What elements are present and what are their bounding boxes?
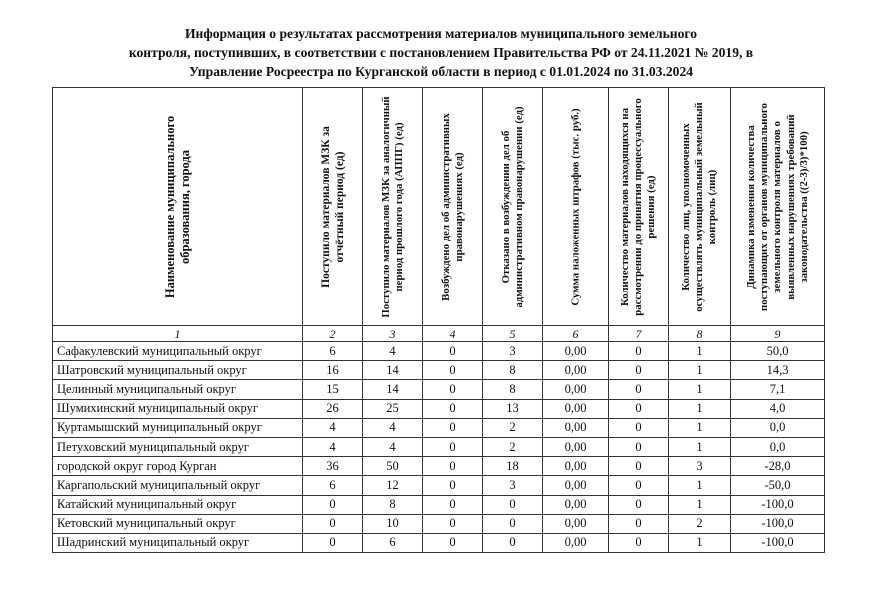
table-cell: 0 [423, 437, 483, 456]
column-number: 9 [731, 326, 825, 342]
table-cell: 0 [423, 361, 483, 380]
table-cell: 2 [483, 437, 543, 456]
table-cell: 4 [363, 342, 423, 361]
table-cell: 0 [423, 476, 483, 495]
table-cell: 8 [483, 361, 543, 380]
municipality-name: Куртамышский муниципальный округ [53, 418, 303, 437]
table-row [53, 495, 825, 514]
table-row [53, 342, 825, 361]
table-cell: 0 [483, 514, 543, 533]
table-cell: 0 [609, 380, 669, 399]
table-cell: 6 [303, 342, 363, 361]
table-cell: 4 [303, 437, 363, 456]
table-cell: 14 [363, 361, 423, 380]
table-cell: 14 [363, 380, 423, 399]
table-cell: 8 [483, 380, 543, 399]
header-cell-received: Поступило материалов МЗК за отчётный период (ед) [303, 88, 363, 326]
table-cell: 36 [303, 457, 363, 476]
table-cell: 0,00 [543, 495, 609, 514]
table-row [53, 437, 825, 456]
table-cell: 0,00 [543, 476, 609, 495]
table-cell: 26 [303, 399, 363, 418]
table-cell: 0,00 [543, 533, 609, 552]
table-cell: 0 [303, 533, 363, 552]
table-cell: 0,00 [543, 457, 609, 476]
table-cell: 1 [669, 495, 731, 514]
table-cell: 3 [483, 476, 543, 495]
table-row [53, 476, 825, 495]
document-title [0, 24, 882, 81]
table-cell: 0 [609, 495, 669, 514]
table-cell: 0,0 [731, 418, 825, 437]
table-cell: 0 [423, 514, 483, 533]
table-cell: 0 [609, 418, 669, 437]
table-cell: 0 [423, 418, 483, 437]
table-cell: 1 [669, 418, 731, 437]
table-cell: 0 [423, 380, 483, 399]
table-row [53, 457, 825, 476]
table-cell: -28,0 [731, 457, 825, 476]
table-cell: 16 [303, 361, 363, 380]
municipality-name: Шумихинский муниципальный округ [53, 399, 303, 418]
table-cell: 3 [483, 342, 543, 361]
municipality-name: Шадринский муниципальный округ [53, 533, 303, 552]
table-cell: 0 [303, 514, 363, 533]
title-line-3: Управление Росреестра по Курганской области в период с 01.01.2024 по 31.03.2024 [188, 64, 694, 79]
table-cell: 7,1 [731, 380, 825, 399]
table-cell: 0 [609, 514, 669, 533]
table-cell: 6 [363, 533, 423, 552]
table-cell: 14,3 [731, 361, 825, 380]
table-cell: 13 [483, 399, 543, 418]
table-cell: 8 [363, 495, 423, 514]
header-cell-name: Наименование муниципального образования, города [53, 88, 303, 326]
table-cell: 0 [483, 533, 543, 552]
municipality-name: городской округ город Курган [53, 457, 303, 476]
title-line-2: контроля, поступивших, в соответствии с постановлением Правительства РФ от 24.11.2021 № 2019, в [128, 45, 754, 60]
table-cell: 0 [609, 399, 669, 418]
table-cell: 0 [423, 399, 483, 418]
table-cell: 0 [423, 495, 483, 514]
municipality-name: Каргапольский муниципальный округ [53, 476, 303, 495]
table-cell: 4 [363, 437, 423, 456]
column-number: 3 [363, 326, 423, 342]
header-cell-inspectors: Количество лиц, уполномоченных осуществлять муниципальный земельный контроль (лиц) [669, 88, 731, 326]
table-cell: 1 [669, 361, 731, 380]
table-cell: 0 [609, 361, 669, 380]
table-cell: 3 [669, 457, 731, 476]
table-cell: 15 [303, 380, 363, 399]
municipality-name: Целинный муниципальный округ [53, 380, 303, 399]
table-cell: -100,0 [731, 495, 825, 514]
table-cell: 0 [609, 437, 669, 456]
table-cell: 2 [669, 514, 731, 533]
column-number: 6 [543, 326, 609, 342]
table-cell: 0 [609, 457, 669, 476]
table-cell: 0 [423, 533, 483, 552]
table-cell: 25 [363, 399, 423, 418]
municipality-name: Сафакулевский муниципальный округ [53, 342, 303, 361]
header-cell-dynamics: Динамика изменения количества поступающих от органов муниципального земельного контроля материалов о выявленных нарушениях требований законодательства ((2-3)/3)*100) [731, 88, 825, 326]
table-cell: 1 [669, 533, 731, 552]
title-line-1: Информация о результатах рассмотрения материалов муниципального земельного [184, 26, 698, 41]
table-cell: 0,00 [543, 437, 609, 456]
table-cell: 1 [669, 342, 731, 361]
table-row [53, 533, 825, 552]
header-row [53, 88, 825, 326]
column-number: 7 [609, 326, 669, 342]
table-body [53, 342, 825, 553]
municipality-name: Шатровский муниципальный округ [53, 361, 303, 380]
table-row [53, 514, 825, 533]
table-cell: 0 [609, 476, 669, 495]
column-number: 4 [423, 326, 483, 342]
table-cell: 0,00 [543, 361, 609, 380]
table-cell: 0,0 [731, 437, 825, 456]
table-cell: 50 [363, 457, 423, 476]
table-row [53, 380, 825, 399]
table-cell: 4,0 [731, 399, 825, 418]
table-cell: 10 [363, 514, 423, 533]
table-row [53, 399, 825, 418]
header-cell-cases-opened: Возбуждено дел об административных правонарушениях (ед) [423, 88, 483, 326]
table-cell: -100,0 [731, 533, 825, 552]
table-cell: 0,00 [543, 514, 609, 533]
table-row [53, 418, 825, 437]
table-cell: 18 [483, 457, 543, 476]
table-cell: 4 [303, 418, 363, 437]
table-cell: 1 [669, 437, 731, 456]
table-cell: -50,0 [731, 476, 825, 495]
table-cell: 50,0 [731, 342, 825, 361]
table-cell: 0 [483, 495, 543, 514]
table-cell: 0 [609, 533, 669, 552]
municipality-name: Катайский муниципальный округ [53, 495, 303, 514]
table-cell: 0,00 [543, 342, 609, 361]
table-cell: 0,00 [543, 418, 609, 437]
table-cell: 1 [669, 380, 731, 399]
table-cell: -100,0 [731, 514, 825, 533]
table-cell: 0 [423, 457, 483, 476]
table-cell: 0,00 [543, 380, 609, 399]
header-cell-received-prev: Поступило материалов МЗК за аналогичный период прошлого года (АППГ) (ед) [363, 88, 423, 326]
column-number: 1 [53, 326, 303, 342]
municipality-name: Петуховский муниципальный округ [53, 437, 303, 456]
table-cell: 0,00 [543, 399, 609, 418]
header-cell-pending: Количество материалов находящихся на рассмотрении до принятия процессуального решения (ед) [609, 88, 669, 326]
column-number-row [53, 326, 825, 342]
table-cell: 0 [303, 495, 363, 514]
header-cell-cases-refused: Отказано в возбуждении дел об административном правонарушении (ед) [483, 88, 543, 326]
table-cell: 1 [669, 399, 731, 418]
table-cell: 6 [303, 476, 363, 495]
table-row [53, 361, 825, 380]
column-number: 2 [303, 326, 363, 342]
column-number: 5 [483, 326, 543, 342]
table-cell: 0 [609, 342, 669, 361]
table-cell: 1 [669, 476, 731, 495]
table-cell: 2 [483, 418, 543, 437]
municipality-name: Кетовский муниципальный округ [53, 514, 303, 533]
column-number: 8 [669, 326, 731, 342]
results-table [52, 87, 825, 553]
table-cell: 0 [423, 342, 483, 361]
table-cell: 12 [363, 476, 423, 495]
table-cell: 4 [363, 418, 423, 437]
header-cell-fines-sum: Сумма наложенных штрафов (тыс. руб.) [543, 88, 609, 326]
